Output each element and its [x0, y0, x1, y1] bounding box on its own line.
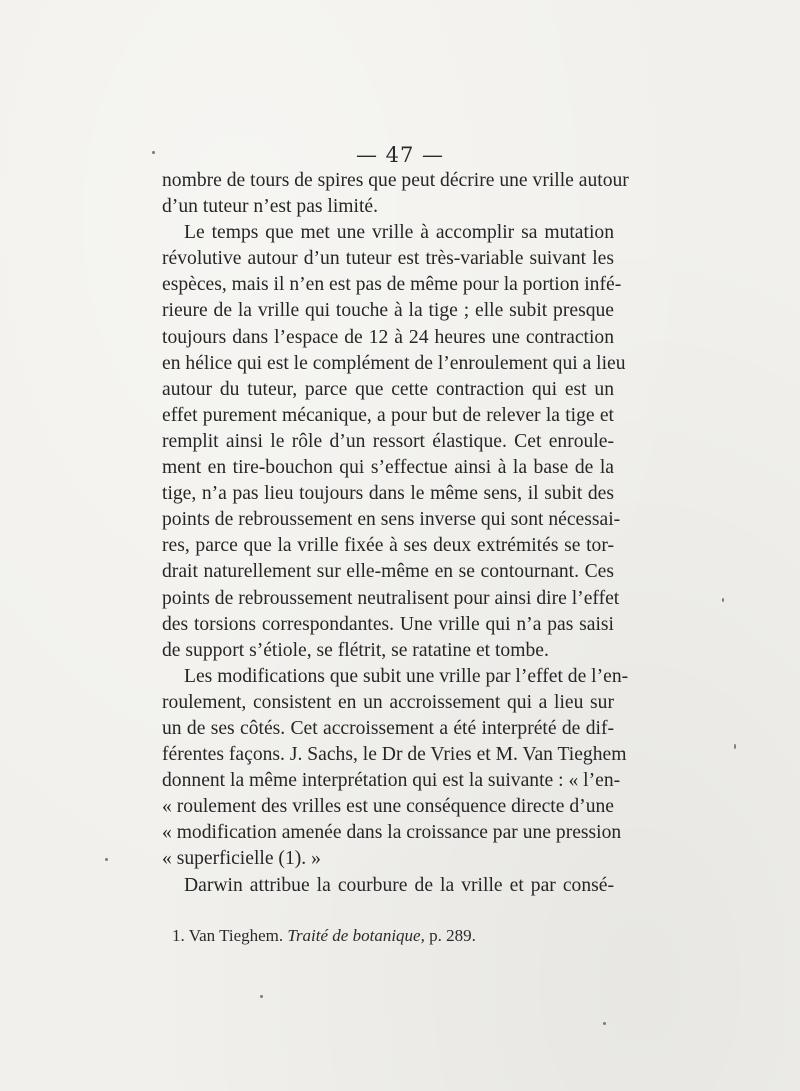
paper-speck	[722, 598, 724, 602]
text-line: férentes façons. J. Sachs, le Dr de Vries et M. Van Tieghem	[162, 744, 627, 766]
paper-speck	[105, 858, 108, 861]
text-line: « modification amenée dans la croissance par une pression	[162, 822, 622, 844]
text-line: tige, n’a pas lieu toujours dans le même sens, il subit des	[162, 483, 614, 505]
text-line: nombre de tours de spires que peut décrire une vrille autour	[162, 170, 629, 191]
text-line: effet purement mécanique, a pour but de relever la tige et	[162, 404, 614, 426]
paper-speck	[603, 1022, 606, 1025]
text-line: res, parce que la vrille fixée à ses deux extrémités se tor-	[162, 535, 614, 557]
page-number: — 47 —	[355, 143, 445, 167]
text-line: révolutive autour d’un tuteur est très-variable suivant les	[162, 248, 614, 270]
text-line: d’un tuteur n’est pas limité.	[162, 196, 379, 218]
paper-speck	[260, 995, 263, 998]
text-line: rieure de la vrille qui touche à la tige ; elle subit presque	[162, 300, 614, 322]
paper-speck	[734, 744, 736, 749]
text-line: de support s’étiole, se flétrit, se ratatine et tombe.	[162, 639, 549, 661]
text-line: « roulement des vrilles est une conséquence directe d’une	[162, 796, 614, 818]
text-line: ment en tire-bouchon qui s’effectue ainsi à la base de la	[162, 457, 614, 479]
text-line: toujours dans l’espace de 12 à 24 heures une contraction	[162, 326, 614, 348]
text-line: autour du tuteur, parce que cette contraction qui est un	[162, 378, 614, 400]
text-line: des torsions correspondantes. Une vrille qui n’a pas saisi	[162, 613, 614, 635]
text-line: espèces, mais il n’en est pas de même pour la portion infé-	[162, 274, 622, 296]
text-line: donnent la même interprétation qui est la suivante : « l’en-	[162, 770, 621, 792]
body-text	[162, 168, 629, 899]
footnote-author: Van Tieghem.	[188, 926, 284, 945]
footnote	[172, 926, 476, 946]
text-line: Les modifications que subit une vrille par l’effet de l’en-	[184, 665, 629, 687]
text-line: « superficielle (1). »	[162, 848, 321, 870]
footnote-page: p. 289.	[429, 926, 476, 945]
text-line: Le temps que met une vrille à accomplir sa mutation	[184, 222, 614, 244]
footnote-title: Traité de botanique,	[287, 926, 425, 945]
text-line: roulement, consistent en un accroissement qui a lieu sur	[162, 691, 614, 713]
text-line: en hélice qui est le complément de l’enroulement qui a lieu	[162, 352, 626, 374]
text-line: un de ses côtés. Cet accroissement a été interprété de dif-	[162, 717, 614, 739]
text-line: remplit ainsi le rôle d’un ressort élastique. Cet enroule-	[162, 430, 614, 452]
text-line: Darwin attribue la courbure de la vrille et par consé-	[184, 874, 614, 896]
text-line: points de rebroussement en sens inverse qui sont nécessai-	[162, 509, 621, 531]
text-line: drait naturellement sur elle-même en se contournant. Ces	[162, 561, 614, 583]
text-line: points de rebroussement neutralisent pour ainsi dire l’effet	[162, 587, 620, 609]
paper-speck	[152, 151, 155, 154]
footnote-number: 1.	[172, 926, 185, 945]
